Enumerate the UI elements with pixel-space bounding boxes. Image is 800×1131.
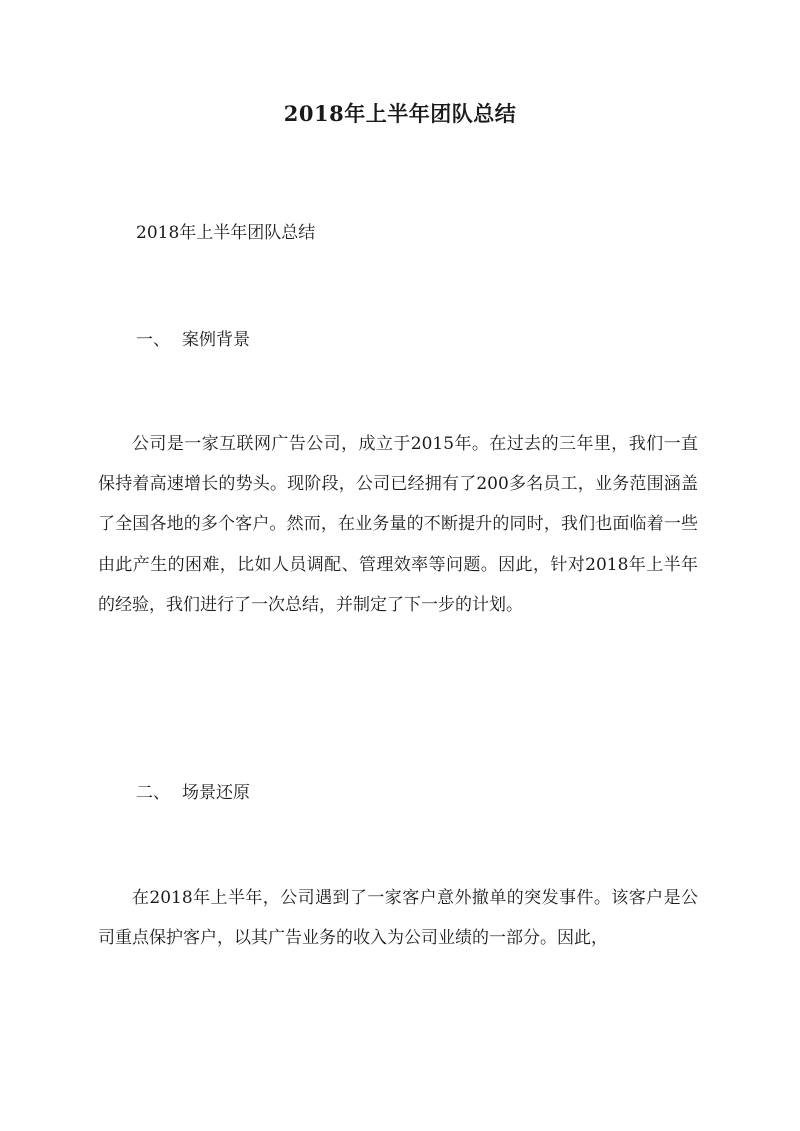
paragraph-background: 公司是一家互联网广告公司，成立于2015年。在过去的三年里，我们一直保持着高速增长的势头。现阶段，公司已经拥有了200多名员工，业务范围涵盖了全国各地的多个客户。然而，在业务量的不断提升的同时，我们也面临着一些由此产生的困难，比如人员调配、管理效率等问题。因此，针对2018年上半年的经验，我们进行了一次总结，并制定了下一步的计划。 — [98, 434, 698, 615]
section-heading-text: 场景还原 — [182, 783, 250, 803]
paragraph-scene: 在2018年上半年，公司遇到了一家客户意外撤单的突发事件。该客户是公司重点保护客户，以其广告业务的收入为公司业绩的一部分。因此， — [98, 888, 698, 949]
section-heading-scene — [136, 778, 250, 803]
section-number: 一、 — [136, 330, 170, 350]
section-heading-text: 案例背景 — [182, 330, 250, 350]
section-number: 二、 — [136, 783, 170, 803]
section-heading-background — [136, 325, 250, 350]
document-title: 2018年上半年团队总结 — [283, 101, 517, 126]
document-subtitle: 2018年上半年团队总结 — [136, 223, 316, 243]
